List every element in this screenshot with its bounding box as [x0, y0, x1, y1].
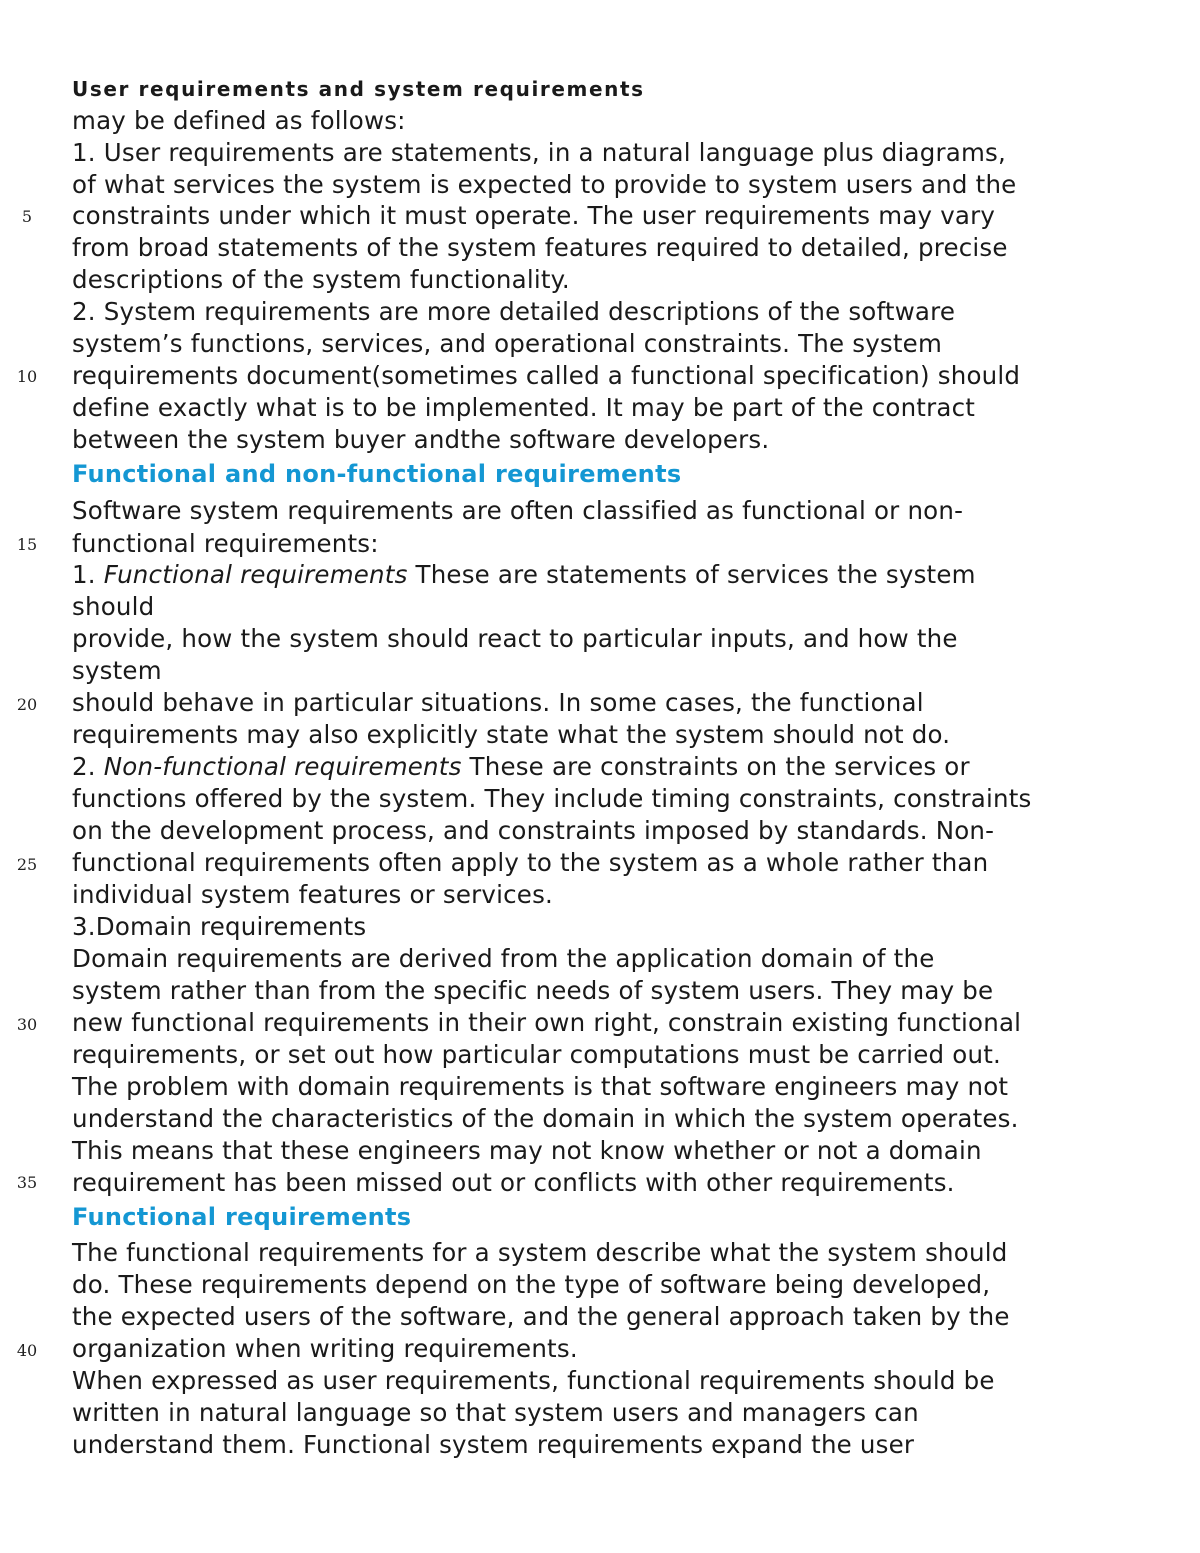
text-line: functional requirements:	[72, 529, 379, 558]
text-line: organization when writing requirements.	[72, 1334, 578, 1363]
text-line: descriptions of the system functionality.	[72, 265, 570, 294]
text-line: understand them. Functional system requirements expand the user	[72, 1430, 915, 1459]
margin-line-number: 10	[16, 367, 38, 386]
text-line	[72, 751, 970, 783]
section-heading: Functional requirements	[72, 1203, 412, 1231]
text-line: requirements, or set out how particular computations must be carried out.	[72, 1040, 1001, 1069]
text-line: should	[72, 592, 155, 621]
text-span: 2.	[72, 752, 104, 781]
text-line: written in natural language so that system users and managers can	[72, 1398, 919, 1427]
margin-line-number: 30	[16, 1015, 38, 1034]
margin-line-number: 15	[16, 535, 38, 554]
text-line: constraints under which it must operate. The user requirements may vary	[72, 201, 996, 230]
text-line: Software system requirements are often classified as functional or non-	[72, 496, 964, 525]
text-line: do. These requirements depend on the type of software being developed,	[72, 1270, 991, 1299]
text-line: system	[72, 656, 162, 685]
text-line: This means that these engineers may not know whether or not a domain	[72, 1136, 982, 1165]
text-line: of what services the system is expected to provide to system users and the	[72, 170, 1017, 199]
text-line: system’s functions, services, and operational constraints. The system	[72, 329, 943, 358]
text-line: individual system features or services.	[72, 880, 554, 909]
text-line: understand the characteristics of the domain in which the system operates.	[72, 1104, 1019, 1133]
text-line: functions offered by the system. They include timing constraints, constraints	[72, 784, 1032, 813]
text-line: define exactly what is to be implemented. It may be part of the contract	[72, 393, 976, 422]
text-line: 1. User requirements are statements, in a natural language plus diagrams,	[72, 138, 1007, 167]
text-line: should behave in particular situations. In some cases, the functional	[72, 688, 924, 717]
text-span: These are constraints on the services or	[461, 752, 970, 781]
text-line: on the development process, and constraints imposed by standards. Non-	[72, 816, 995, 845]
text-line	[72, 559, 976, 591]
text-line: between the system buyer andthe software developers.	[72, 425, 770, 454]
margin-line-number: 35	[16, 1173, 38, 1192]
text-line: requirements may also explicitly state what the system should not do.	[72, 720, 951, 749]
section-heading: Functional and non-functional requirements	[72, 460, 682, 488]
text-line: requirement has been missed out or conflicts with other requirements.	[72, 1168, 955, 1197]
text-line: system rather than from the specific needs of system users. They may be	[72, 976, 994, 1005]
margin-line-number: 40	[16, 1341, 38, 1360]
text-line: requirements document(sometimes called a functional specification) should	[72, 361, 1021, 390]
margin-line-number: 20	[16, 695, 38, 714]
text-line: The functional requirements for a system describe what the system should	[72, 1238, 1008, 1267]
text-line: 3.Domain requirements	[72, 912, 367, 941]
text-line: provide, how the system should react to particular inputs, and how the	[72, 624, 958, 653]
italic-term: Non-functional requirements	[103, 752, 462, 781]
section-heading: User requirements and system requirements	[72, 77, 645, 101]
text-line: 2. System requirements are more detailed descriptions of the software	[72, 297, 956, 326]
text-line: new functional requirements in their own right, constrain existing functional	[72, 1008, 1022, 1037]
text-line: from broad statements of the system features required to detailed, precise	[72, 233, 1008, 262]
text-line: When expressed as user requirements, functional requirements should be	[72, 1366, 995, 1395]
text-line: may be defined as follows:	[72, 106, 406, 135]
text-span: 1.	[72, 560, 104, 589]
italic-term: Functional requirements	[103, 560, 408, 589]
text-span: These are statements of services the system	[407, 560, 976, 589]
text-line: functional requirements often apply to the system as a whole rather than	[72, 848, 989, 877]
margin-line-number: 5	[21, 207, 33, 226]
text-line: The problem with domain requirements is that software engineers may not	[72, 1072, 1009, 1101]
text-line: the expected users of the software, and the general approach taken by the	[72, 1302, 1010, 1331]
margin-line-number: 25	[16, 855, 38, 874]
text-line: Domain requirements are derived from the application domain of the	[72, 944, 935, 973]
